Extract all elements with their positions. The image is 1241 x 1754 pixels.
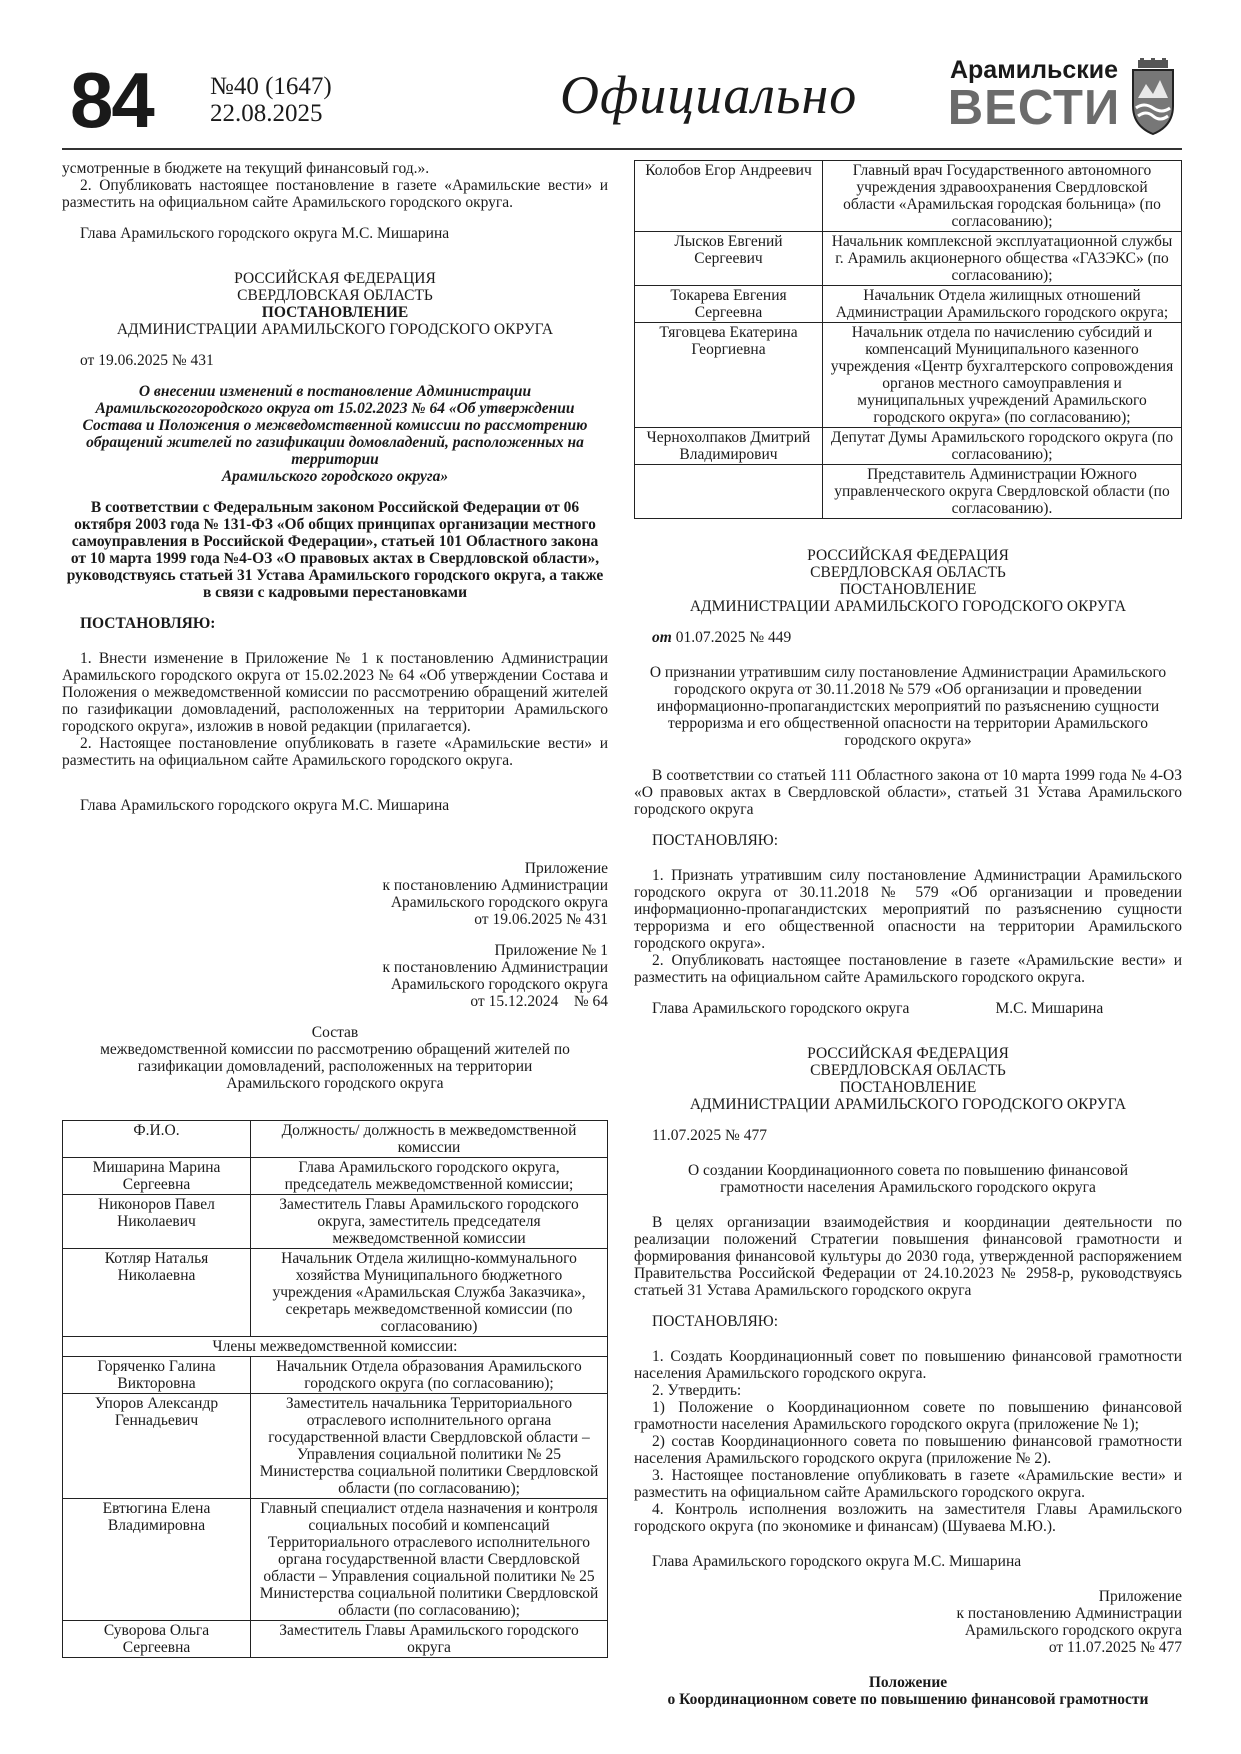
document-title: О признании утратившим силу постановление Администрации Арамильского городского округа от 30.11.2018 № 579 «Об организации и проведении информационно-пропагандистских мероприятий по разъяснению сущности терроризма и его общественной опасности на территории Арамильского городского округа» xyxy=(649,664,1167,749)
table-cell: Суворова Ольга Сергеевна xyxy=(63,1621,251,1658)
table-row xyxy=(63,1394,608,1499)
header-line: АДМИНИСТРАЦИИ АРАМИЛЬСКОГО ГОРОДСКОГО ОКРУГА xyxy=(689,598,1127,615)
appendix-line: Приложение xyxy=(524,860,608,877)
table-cell: Начальник Отдела жилищных отношений Администрации Арамильского городского округа; xyxy=(823,286,1182,323)
table-cell: Начальник Отдела жилищно-коммунального хозяйства Муниципального бюджетного учреждения «Арамильская Служба Заказчика», секретарь межведомственной комиссии (по согласованию) xyxy=(251,1249,608,1337)
list-item: 2. Опубликовать настоящее постановление в газете «Арамильские вести» и разместить на официальном сайте Арамильского городского округа. xyxy=(634,952,1182,986)
appendix-line: Арамильского городского округа xyxy=(964,1622,1182,1639)
list-item: 2. Настоящее постановление опубликовать в газете «Арамильские вести» и разместить на официальном сайте Арамильского городского округа. xyxy=(62,735,608,769)
resolve-heading: ПОСТАНОВЛЯЮ: xyxy=(652,1313,779,1330)
section-title: Официально xyxy=(560,65,858,125)
table-header-cell: Должность/ должность в межведомственной комиссии xyxy=(251,1121,608,1158)
composition-title: Состав xyxy=(311,1024,359,1041)
signature-title: Глава Арамильского городского округа xyxy=(652,1000,910,1017)
table-row xyxy=(635,286,1182,323)
intro-line-1: усмотренные в бюджете на текущий финансовый год.». xyxy=(62,160,430,177)
appendix-line: к постановлению Администрации xyxy=(956,1605,1182,1622)
date-prefix: от xyxy=(652,629,672,646)
composition-subtitle: межведомственной комиссии по рассмотрению обращений жителей по газификации домовладений, расположенных на территории Арамильского городского округа xyxy=(100,1041,570,1092)
left-column xyxy=(62,160,608,1658)
appendix-line: Приложение xyxy=(1098,1588,1182,1605)
table-cell: Заместитель Главы Арамильского городского округа xyxy=(251,1621,608,1658)
commission-table xyxy=(62,1120,608,1658)
table-cell: Лысков Евгений Сергеевич xyxy=(635,232,823,286)
table-cell: Котляр Наталья Николаевна xyxy=(63,1249,251,1337)
table-header-row xyxy=(63,1121,608,1158)
table-cell xyxy=(635,465,823,519)
table-cell: Тяговцева Екатерина Георгиевна xyxy=(635,323,823,428)
document-preamble: В соответствии с Федеральным законом Российской Федерации от 06 октября 2003 года № 131-ФЗ «Об общих принципах организации местного самоуправления в Российской Федерации», статьей 101 Областного закона от 10 марта 1999 года №4-ОЗ «О правовых актах в Свердловской области», руководствуясь статьей 31 Устава Арамильского городского округа, а также в связи с кадровыми перестановками xyxy=(66,499,604,601)
document-header xyxy=(634,1045,1182,1113)
document-date: 11.07.2025 № 477 xyxy=(652,1127,767,1144)
document-title: О создании Координационного совета по повышению финансовой грамотности населения Арамильского городского округа xyxy=(687,1162,1129,1196)
appendix-reference xyxy=(62,860,608,928)
commission-table-continued xyxy=(634,160,1182,519)
document-header xyxy=(634,547,1182,615)
list-item: 1. Признать утратившим силу постановление Администрации Арамильского городского округа от 30.11.2018 № 579 «Об организации и проведении информационно-пропагандистских мероприятий по разъяснению сущности терроризма и его общественной опасности на территории Арамильского городского округа». xyxy=(634,867,1182,952)
header-line: СВЕРДЛОВСКАЯ ОБЛАСТЬ xyxy=(810,564,1006,581)
table-row xyxy=(63,1357,608,1394)
appendix-line: Арамильского городского округа xyxy=(390,894,608,911)
list-item: 2. Утвердить: xyxy=(652,1382,742,1399)
table-cell: Упоров Александр Геннадьевич xyxy=(63,1394,251,1499)
page-number: 84 xyxy=(70,56,153,144)
list-item: 1. Создать Координационный совет по повышению финансовой грамотности населения Арамильского городского округа. xyxy=(634,1348,1182,1382)
logo-text-bottom: ВЕСТИ xyxy=(947,81,1121,135)
list-item: 1. Внести изменение в Приложение № 1 к постановлению Администрации Арамильского городского округа от 15.02.2023 № 64 «Об утверждении Состава и Положения о межведомственной комиссии по рассмотрению обращений жителей по газификации домовладений, расположенных на территории Арамильского городского округа», изложив в новой редакции (прилагается). xyxy=(62,650,608,735)
appendix-line: к постановлению Администрации xyxy=(382,877,608,894)
right-column xyxy=(634,160,1182,1708)
coat-of-arms-icon xyxy=(1130,58,1176,136)
signature: Глава Арамильского городского округа М.С. Мишарина xyxy=(80,225,450,242)
logo-text-top: Арамильские xyxy=(949,56,1119,84)
document-preamble: В соответствии со статьей 111 Областного закона от 10 марта 1999 года № 4-ОЗ «О правовых актах в Свердловской области», статьей 31 Устава Арамильского городского округа xyxy=(634,767,1182,818)
table-section-label: Члены межведомственной комиссии: xyxy=(63,1337,608,1357)
table-cell: Начальник комплексной эксплуатационной службы г. Арамиль акционерного общества «ГАЗЭКС» (по согласованию); xyxy=(823,232,1182,286)
table-row xyxy=(63,1158,608,1195)
table-section-row xyxy=(63,1337,608,1357)
table-row xyxy=(635,232,1182,286)
table-cell: Токарева Евгения Сергеевна xyxy=(635,286,823,323)
table-row xyxy=(635,465,1182,519)
issue-date: 22.08.2025 xyxy=(210,100,323,127)
table-cell: Главный специалист отдела назначения и контроля социальных пособий и компенсаций Территориального отраслевого исполнительного органа государственной власти Свердловской области – Управления социальной политики № 25 Министерства социальной политики Свердловской области (по согласованию); xyxy=(251,1499,608,1621)
table-row xyxy=(63,1249,608,1337)
header-line: СВЕРДЛОВСКАЯ ОБЛАСТЬ xyxy=(810,1062,1006,1079)
signature: Глава Арамильского городского округа М.С. Мишарина xyxy=(652,1553,1022,1570)
table-row xyxy=(635,428,1182,465)
table-row xyxy=(635,161,1182,232)
table-cell: Начальник Отдела образования Арамильского городского округа (по согласованию); xyxy=(251,1357,608,1394)
signature-name: М.С. Мишарина xyxy=(995,1000,1104,1017)
appendix-line: от 15.12.2024 № 64 xyxy=(470,993,608,1010)
header-line: АДМИНИСТРАЦИИ АРАМИЛЬСКОГО ГОРОДСКОГО ОКРУГА xyxy=(689,1096,1127,1113)
appendix-line: Приложение № 1 xyxy=(494,942,608,959)
table-cell: Заместитель начальника Территориального отраслевого исполнительного органа государственной власти Свердловской области – Управления социальной политики № 25 Министерства социальной политики Свердловской области (по согласованию); xyxy=(251,1394,608,1499)
document-date: от 19.06.2025 № 431 xyxy=(80,352,214,369)
appendix-line: к постановлению Администрации xyxy=(382,959,608,976)
signature: Глава Арамильского городского округа М.С. Мишарина xyxy=(80,797,450,814)
newspaper-logo xyxy=(946,58,1122,133)
appendix-reference xyxy=(634,1588,1182,1656)
signature xyxy=(634,1000,1182,1017)
table-row xyxy=(63,1499,608,1621)
table-cell: Заместитель Главы Арамильского городского округа, заместитель председателя межведомственной комиссии xyxy=(251,1195,608,1249)
header-line: ПОСТАНОВЛЕНИЕ xyxy=(261,304,409,321)
intro-line-2: 2. Опубликовать настоящее постановление в газете «Арамильские вести» и разместить на официальном сайте Арамильского городского округа. xyxy=(62,177,608,211)
date-value: 01.07.2025 № 449 xyxy=(671,629,792,646)
list-item: 3. Настоящее постановление опубликовать в газете «Арамильские вести» и разместить на официальном сайте Арамильского городского округа. xyxy=(634,1467,1182,1501)
appendix-reference xyxy=(62,942,608,1010)
regulation-subtitle: о Координационном совете по повышению финансовой грамотности xyxy=(667,1691,1149,1708)
document-header xyxy=(62,270,608,338)
resolve-heading: ПОСТАНОВЛЯЮ: xyxy=(652,832,779,849)
table-cell: Мишарина Марина Сергеевна xyxy=(63,1158,251,1195)
table-row xyxy=(63,1195,608,1249)
table-header-cell: Ф.И.О. xyxy=(63,1121,251,1158)
list-item: 1) Положение о Координационном совете по повышению финансовой грамотности населения Арамильского городского округа (приложение № 1); xyxy=(634,1399,1182,1433)
issue-number: №40 (1647) xyxy=(210,73,332,100)
header-line: РОССИЙСКАЯ ФЕДЕРАЦИЯ xyxy=(807,1045,1009,1062)
table-cell: Представитель Администрации Южного управленческого округа Свердловской области (по согласованию). xyxy=(823,465,1182,519)
document-preamble: В целях организации взаимодействия и координации деятельности по реализации положений Стратегии повышения финансовой грамотности и формирования финансовой культуры до 2030 года, утвержденной распоряжением Правительства Российской Федерации от 24.10.2023 № 2958-р, руководствуясь статьей 31 Устава Арамильского городского округа xyxy=(634,1214,1182,1299)
list-item: 2) состав Координационного совета по повышению финансовой грамотности населения Арамильского городского округа (приложение № 2). xyxy=(634,1433,1182,1467)
table-cell: Горяченко Галина Викторовна xyxy=(63,1357,251,1394)
header-line: ПОСТАНОВЛЕНИЕ xyxy=(839,581,977,598)
issue-info xyxy=(210,73,332,127)
appendix-line: Арамильского городского округа xyxy=(390,976,608,993)
list-item: 4. Контроль исполнения возложить на заместителя Главы Арамильского городского округа (по экономике и финансам) (Шуваева М.Ю.). xyxy=(634,1501,1182,1535)
document-date xyxy=(634,629,1182,646)
table-cell: Глава Арамильского городского округа, председатель межведомственной комиссии; xyxy=(251,1158,608,1195)
regulation-title: Положение xyxy=(868,1674,948,1691)
appendix-line: от 11.07.2025 № 477 xyxy=(1048,1639,1182,1656)
table-row xyxy=(63,1621,608,1658)
appendix-line: от 19.06.2025 № 431 xyxy=(474,911,608,928)
document-title-end: Арамильского городского округа» xyxy=(221,468,449,485)
header-line: СВЕРДЛОВСКАЯ ОБЛАСТЬ xyxy=(237,287,433,304)
table-cell: Колобов Егор Андреевич xyxy=(635,161,823,232)
table-cell: Евтюгина Елена Владимировна xyxy=(63,1499,251,1621)
table-row xyxy=(635,323,1182,428)
table-cell: Главный врач Государственного автономного учреждения здравоохранения Свердловской области «Арамильская городская больница» (по согласованию); xyxy=(823,161,1182,232)
document-title: О внесении изменений в постановление Администрации Арамильскогогородского округа от 15.02.2023 № 64 «Об утверждении Состава и Положения о межведомственной комиссии по рассмотрению обращений жителей по газификации домовладений, расположенных на территории xyxy=(82,383,588,468)
header-line: ПОСТАНОВЛЕНИЕ xyxy=(839,1079,977,1096)
table-cell: Начальник отдела по начислению субсидий и компенсаций Муниципального казенного учреждения «Центр бухгалтерского сопровождения органов местного самоуправления и муниципальных учреждений Арамильского городского округа» (по согласованию); xyxy=(823,323,1182,428)
header-line: РОССИЙСКАЯ ФЕДЕРАЦИЯ xyxy=(807,547,1009,564)
table-cell: Никоноров Павел Николаевич xyxy=(63,1195,251,1249)
table-cell: Чернохолпаков Дмитрий Владимирович xyxy=(635,428,823,465)
header-line: РОССИЙСКАЯ ФЕДЕРАЦИЯ xyxy=(234,270,436,287)
header-divider xyxy=(62,148,1182,150)
table-cell: Депутат Думы Арамильского городского округа (по согласованию); xyxy=(823,428,1182,465)
resolve-heading: ПОСТАНОВЛЯЮ: xyxy=(80,615,216,632)
header-line: АДМИНИСТРАЦИИ АРАМИЛЬСКОГО ГОРОДСКОГО ОКРУГА xyxy=(116,321,554,338)
